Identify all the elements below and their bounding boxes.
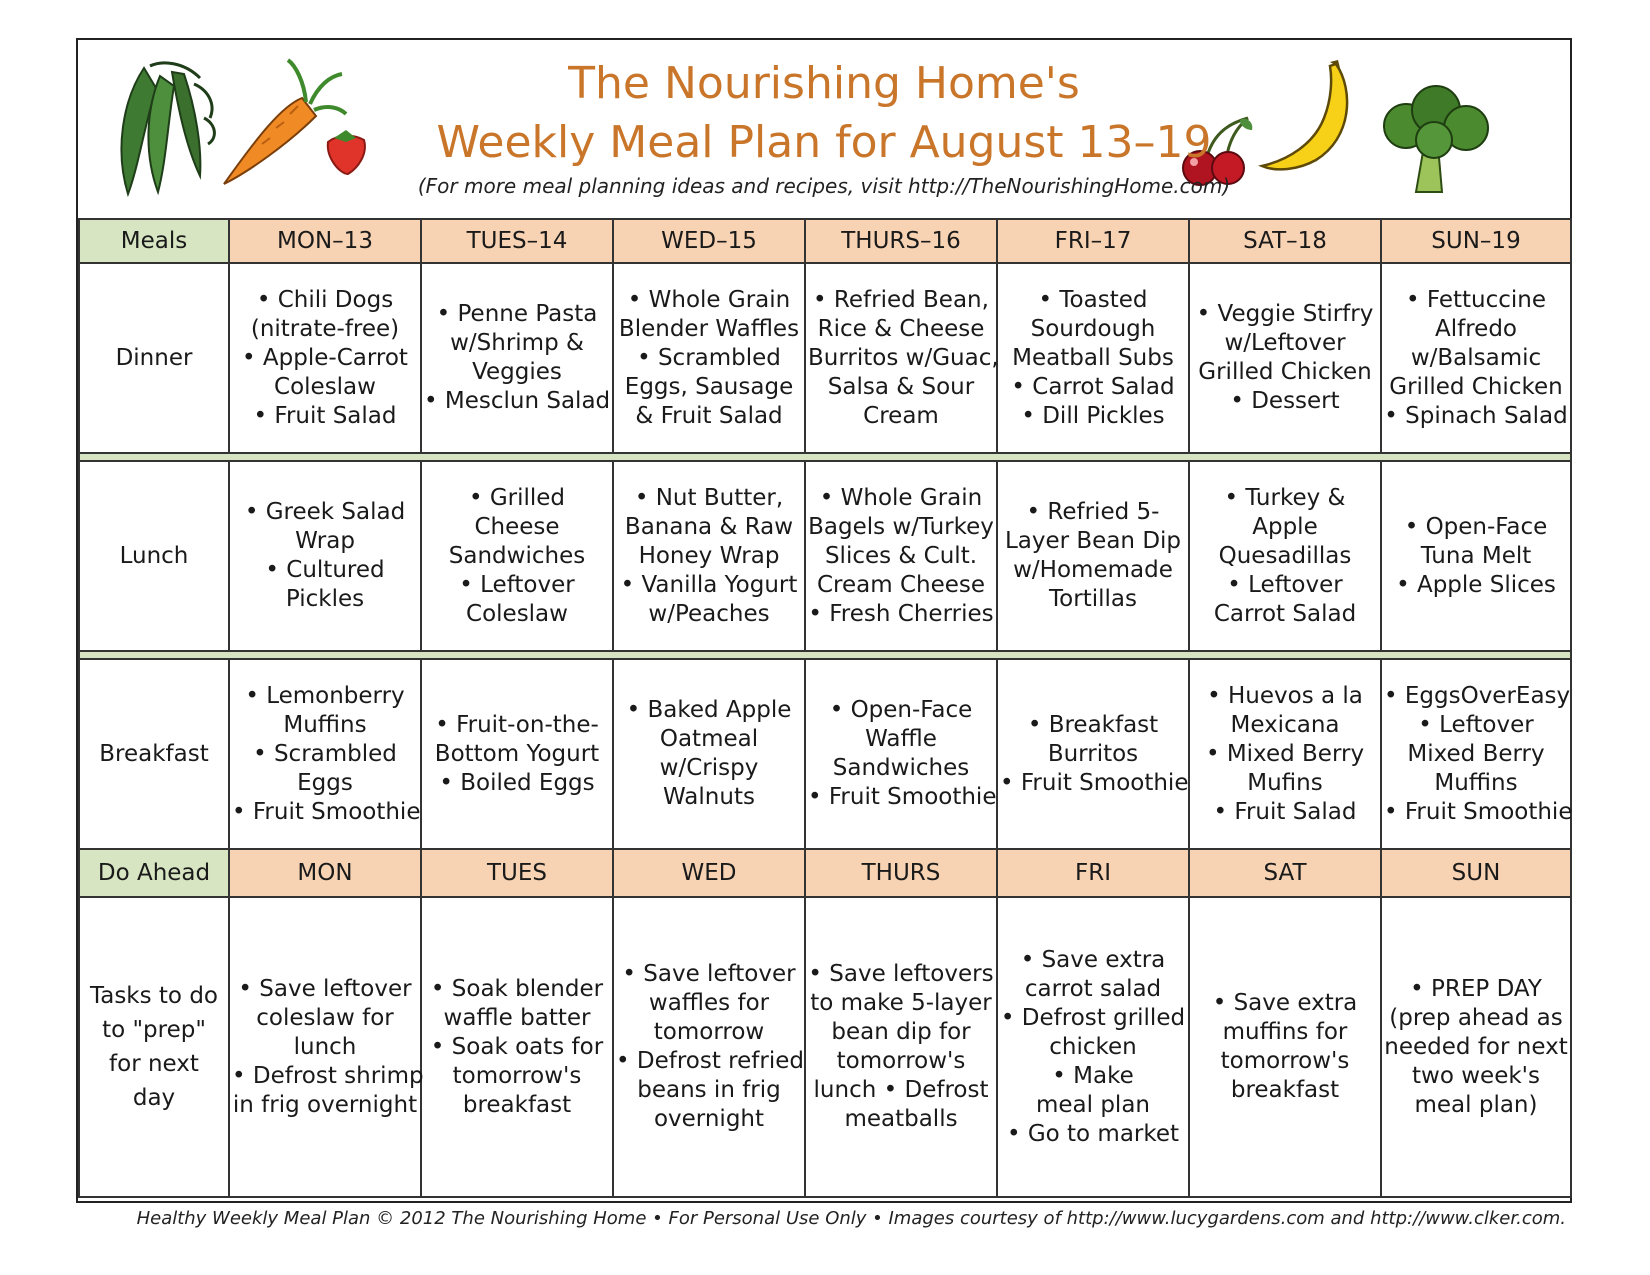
cell-line: • Save leftover <box>238 975 412 1002</box>
cell-line: • Nut Butter, <box>634 484 784 511</box>
meal-cell <box>1189 263 1381 453</box>
lunch-row <box>79 461 1571 651</box>
cell-line: • Open-Face <box>829 697 973 723</box>
cell-line: Mixed Berry <box>1407 740 1545 767</box>
meal-cell <box>997 263 1189 453</box>
cell-line: Quesadillas <box>1218 542 1352 569</box>
cell-line: • Huevos a la <box>1207 682 1363 709</box>
cell-line: • Lemonberry <box>245 682 405 709</box>
cell-line: • Veggie Stirfry <box>1196 301 1374 327</box>
cell-line: • Mixed Berry <box>1205 740 1365 767</box>
cell-line: Eggs, Sausage <box>624 373 794 400</box>
cell-line: • Breakfast <box>1027 711 1159 738</box>
cell-line: • Save extra <box>1212 990 1358 1016</box>
cell-line: Burritos w/Guac, <box>808 344 999 371</box>
cell-line: to "prep" <box>102 1017 206 1043</box>
meal-cell <box>805 263 997 453</box>
cell-line: Tuna Melt <box>1420 542 1532 569</box>
cell-line: • Fettuccine <box>1405 286 1547 313</box>
cell-line: waffle batter <box>443 1004 591 1031</box>
cell-line: Sandwiches <box>832 755 970 781</box>
cell-line: Wrap <box>295 528 355 554</box>
cell-line: & Fruit Salad <box>635 402 783 429</box>
cell-line: Grilled Chicken <box>1389 373 1563 400</box>
cell-line: • Cultured <box>265 557 385 583</box>
cell-line: Coleslaw <box>274 373 376 400</box>
cell-line: tomorrow's <box>836 1048 966 1074</box>
cell-line: meatballs <box>844 1106 958 1132</box>
row-label-tasks <box>79 897 229 1197</box>
cell-line: breakfast <box>462 1091 572 1118</box>
ahead-day-header: THURS <box>805 849 997 897</box>
cell-line: bean dip for <box>831 1019 971 1045</box>
cell-line: • Fresh Cherries <box>808 600 994 627</box>
day-header: THURS–16 <box>805 219 997 263</box>
divider-band <box>79 651 1571 659</box>
day-header: SAT–18 <box>1189 219 1381 263</box>
cell-line: Eggs <box>297 769 353 796</box>
cell-line: in frig overnight <box>232 1091 418 1118</box>
subtitle: (For more meal planning ideas and recipes, visit http://TheNourishingHome.com) <box>417 174 1231 198</box>
cell-line: • Boiled Eggs <box>439 769 595 796</box>
cell-line: • Turkey & <box>1224 484 1346 511</box>
row-label-lunch: Lunch <box>79 461 229 651</box>
cell-line: • Scrambled <box>637 344 781 371</box>
row-label-dinner: Dinner <box>79 263 229 453</box>
cell-line: Walnuts <box>663 784 755 810</box>
cell-line: Bottom Yogurt <box>434 740 600 767</box>
day-header: SUN–19 <box>1381 219 1571 263</box>
cell-line: • Leftover <box>459 571 575 598</box>
cell-line: • Soak blender <box>430 975 604 1002</box>
header <box>78 40 1570 218</box>
cell-line: to make 5-layer <box>810 990 992 1016</box>
cell-line: Veggies <box>472 359 562 385</box>
cell-line: Meatball Subs <box>1012 344 1174 371</box>
row-label-breakfast: Breakfast <box>79 659 229 849</box>
cell-line: • Fruit Smoothie <box>1000 769 1189 796</box>
cell-line: Bagels w/Turkey <box>808 513 994 540</box>
cell-line: w/Crispy <box>659 755 759 781</box>
meal-cell <box>229 461 421 651</box>
meal-cell <box>613 461 805 651</box>
cell-line: Muffins <box>283 711 367 738</box>
cell-line: meal plan <box>1035 1091 1150 1118</box>
ahead-day-header: FRI <box>997 849 1189 897</box>
day-header: MON–13 <box>229 219 421 263</box>
cell-line: tomorrow <box>653 1019 765 1045</box>
meal-cell <box>997 659 1189 849</box>
meal-cell <box>1381 263 1571 453</box>
ahead-day-header: MON <box>229 849 421 897</box>
cell-line: day <box>132 1085 176 1111</box>
cell-line: • Scrambled <box>253 740 397 767</box>
cell-line: breakfast <box>1230 1077 1340 1103</box>
meal-plan-frame <box>76 38 1572 1203</box>
cell-line: tomorrow's <box>452 1062 582 1089</box>
cell-line: (nitrate-free) <box>250 315 400 342</box>
cell-line: • Soak oats for <box>430 1033 604 1060</box>
cell-line: Mexicana <box>1230 711 1340 738</box>
title-line-1: The Nourishing Home's <box>568 58 1080 109</box>
row-divider <box>79 453 1571 461</box>
cell-line: • Dessert <box>1230 388 1340 414</box>
ahead-day-header: WED <box>613 849 805 897</box>
cell-line: Salsa & Sour <box>827 373 975 400</box>
task-cell <box>613 897 805 1197</box>
cell-line: Cheese <box>474 513 560 540</box>
cell-line: lunch <box>293 1033 357 1060</box>
cell-line: Oatmeal <box>659 726 759 752</box>
breakfast-row <box>79 659 1571 849</box>
cell-line: • Carrot Salad <box>1011 373 1175 400</box>
cell-line: • Go to market <box>1006 1120 1180 1147</box>
do-ahead-header-row <box>79 849 1571 897</box>
cell-line: • Fruit Smoothie <box>232 798 421 825</box>
meal-cell <box>421 461 613 651</box>
ahead-day-header: SUN <box>1381 849 1571 897</box>
cell-line: • Refried Bean, <box>813 286 989 313</box>
cell-line: Rice & Cheese <box>817 315 985 342</box>
cell-line: Coleslaw <box>466 600 568 627</box>
cell-line: • Fruit Smoothie <box>808 784 997 810</box>
meal-cell <box>613 263 805 453</box>
cell-line: • Dill Pickles <box>1021 402 1165 429</box>
day-header: WED–15 <box>613 219 805 263</box>
cell-line: waffles for <box>648 990 770 1016</box>
cell-line: Cream <box>863 402 939 429</box>
task-cell <box>1381 897 1571 1197</box>
task-cell <box>229 897 424 1197</box>
do-ahead-label: Do Ahead <box>79 849 229 897</box>
cell-line: • Apple Slices <box>1396 571 1556 598</box>
meal-cell <box>1381 461 1571 651</box>
cell-line: Honey Wrap <box>638 542 780 569</box>
cell-line: meal plan) <box>1414 1091 1538 1118</box>
meal-cell <box>1189 659 1381 849</box>
cell-line: lunch • Defrost <box>813 1077 989 1103</box>
cell-line: • Open-Face <box>1404 513 1548 540</box>
cell-line: for next <box>109 1051 199 1077</box>
cell-line: • Defrost grilled <box>1000 1004 1186 1031</box>
cell-line: • Grilled <box>468 484 566 511</box>
cell-line: Layer Bean Dip <box>1004 528 1182 554</box>
cell-line: Burritos <box>1047 740 1139 767</box>
cell-line: Blender Waffles <box>618 315 800 342</box>
footer-credits: Healthy Weekly Meal Plan © 2012 The Nourishing Home • For Personal Use Only • Images courtesy of http://www.lucygardens.com and http://www.clker.com. <box>136 1208 1566 1229</box>
cell-line: Sandwiches <box>448 542 586 569</box>
cell-line: Sourdough <box>1030 315 1156 342</box>
cell-line: Grilled Chicken <box>1198 359 1372 385</box>
dinner-row <box>79 263 1571 453</box>
cell-line: • Save extra <box>1020 946 1166 973</box>
cell-line: (prep ahead as <box>1389 1004 1563 1031</box>
cell-line: Muffins <box>1434 769 1518 796</box>
cell-line: • Refried 5- <box>1026 499 1160 525</box>
ahead-day-header: SAT <box>1189 849 1381 897</box>
cell-line: Cream Cheese <box>816 571 986 598</box>
cell-line: w/Homemade <box>1013 557 1173 583</box>
cell-line: w/Peaches <box>648 600 770 627</box>
cell-line: carrot salad <box>1024 975 1162 1002</box>
meals-header-row <box>79 219 1571 263</box>
cell-line: • Spinach Salad <box>1384 402 1568 429</box>
cell-line: beans in frig <box>637 1077 781 1103</box>
meal-cell <box>229 659 421 849</box>
cell-line: • Baked Apple <box>626 697 792 723</box>
cell-line: • Defrost refried <box>616 1048 804 1074</box>
cell-line: • Leftover <box>1227 571 1343 598</box>
cell-line: • Fruit Salad <box>253 402 397 429</box>
cell-line: • Save leftovers <box>808 961 994 987</box>
cell-line: w/Balsamic <box>1410 344 1542 371</box>
cell-line: Pickles <box>285 586 365 612</box>
title-line-2: Weekly Meal Plan for August 13–19 <box>436 117 1212 168</box>
row-divider <box>79 651 1571 659</box>
cell-line: • Defrost shrimp <box>232 1062 424 1089</box>
task-cell <box>1189 897 1381 1197</box>
cell-line: Apple <box>1252 513 1318 540</box>
cell-line: • Mesclun Salad <box>424 388 611 414</box>
day-header: TUES–14 <box>421 219 613 263</box>
cell-line: • EggsOverEasy <box>1384 682 1571 709</box>
cell-line: two week's <box>1412 1062 1540 1089</box>
day-header: FRI–17 <box>997 219 1189 263</box>
cell-line: • Save leftover <box>622 961 796 987</box>
cell-line: • Vanilla Yogurt <box>620 571 798 598</box>
ahead-day-header: TUES <box>421 849 613 897</box>
cell-line: Alfredo <box>1435 315 1517 342</box>
meal-cell <box>421 659 613 849</box>
cell-line: needed for next <box>1384 1033 1568 1060</box>
divider-band <box>79 453 1571 461</box>
meal-cell <box>805 461 997 651</box>
meal-cell <box>997 461 1189 651</box>
task-cell <box>805 897 997 1197</box>
meal-cell <box>613 659 805 849</box>
cell-line: Slices & Cult. <box>824 542 978 569</box>
task-cell <box>421 897 613 1197</box>
cell-line: • Whole Grain <box>819 484 983 511</box>
meal-cell <box>421 263 613 453</box>
cell-line: • Apple-Carrot <box>242 344 408 371</box>
cell-line: Waffle <box>865 726 937 752</box>
meals-label: Meals <box>79 219 229 263</box>
cell-line: w/Leftover <box>1224 330 1346 356</box>
cell-line: coleslaw for <box>256 1004 394 1031</box>
task-cell <box>997 897 1189 1197</box>
cell-line: • PREP DAY <box>1410 975 1542 1002</box>
cell-line: • Leftover <box>1418 711 1534 738</box>
cell-line: • Fruit-on-the- <box>435 711 599 738</box>
cell-line: Carrot Salad <box>1213 600 1357 627</box>
cell-line: • Make <box>1052 1062 1134 1089</box>
meal-cell <box>805 659 997 849</box>
cell-line: Banana & Raw <box>624 513 794 540</box>
meal-plan-table <box>78 218 1572 1198</box>
cell-line: overnight <box>653 1106 765 1132</box>
cell-line: • Greek Salad <box>244 499 406 525</box>
meal-cell <box>229 263 421 453</box>
cell-line: • Whole Grain <box>627 286 791 313</box>
cell-line: • Fruit Salad <box>1213 798 1357 825</box>
cell-line: Mufins <box>1247 769 1323 796</box>
tasks-row <box>79 897 1571 1197</box>
cell-line: w/Shrimp & <box>450 330 584 356</box>
cell-line: • Chili Dogs <box>256 286 394 313</box>
cell-line: • Toasted <box>1038 286 1148 313</box>
cell-line: Tasks to do <box>89 983 218 1009</box>
cell-line: muffins for <box>1222 1019 1348 1045</box>
cell-line: Tortillas <box>1049 586 1137 612</box>
meal-cell <box>1381 659 1571 849</box>
cell-line: tomorrow's <box>1220 1048 1350 1074</box>
cell-line: chicken <box>1049 1033 1137 1060</box>
cell-line: • Fruit Smoothie <box>1384 798 1573 825</box>
meal-cell <box>1189 461 1381 651</box>
cell-line: • Penne Pasta <box>436 301 598 327</box>
